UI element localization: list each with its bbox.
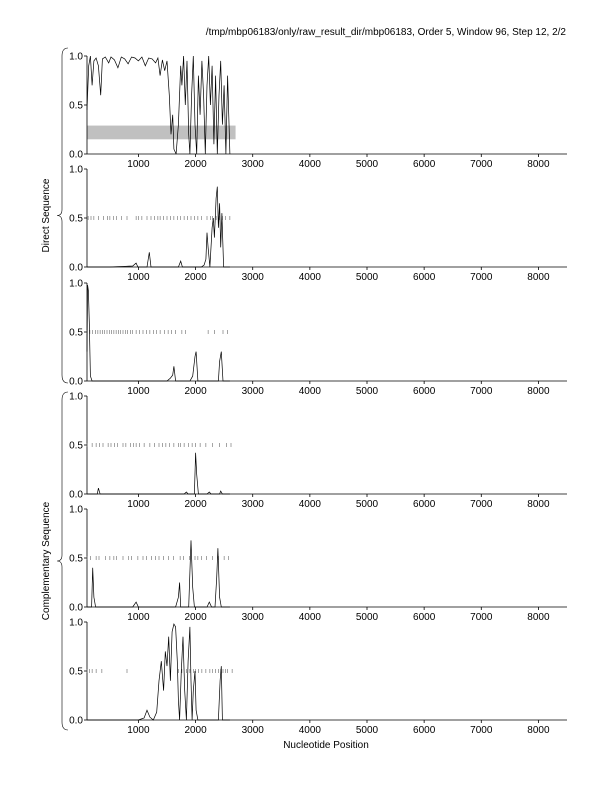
y-tick-label: 0.5: [69, 100, 83, 112]
x-tick-label: 5000: [355, 725, 379, 736]
x-tick-label: 6000: [413, 386, 436, 397]
y-tick-label: 1.0: [69, 164, 83, 176]
y-tick-label: 1.0: [69, 391, 83, 403]
x-tick-label: 4000: [298, 725, 321, 736]
x-tick-label: 2000: [184, 159, 207, 170]
y-tick-label: 0.0: [69, 262, 83, 274]
x-tick-label: 2000: [184, 272, 207, 283]
x-tick-label: 3000: [241, 386, 264, 397]
x-tick-label: 1000: [127, 386, 150, 397]
x-tick-label: 1000: [127, 612, 150, 623]
y-tick-label: 0.5: [69, 666, 83, 678]
series-line: [87, 285, 230, 381]
panel-4: [69, 392, 567, 511]
y-tick-label: 1.0: [69, 617, 83, 629]
x-axis-title: Nucleotide Position: [283, 740, 369, 751]
y-tick-label: 1.0: [69, 278, 83, 290]
complementary-sequence-label: Complementary Sequence: [41, 501, 52, 621]
y-tick-label: 1.0: [69, 504, 83, 516]
complementary-sequence-brace: [57, 392, 68, 730]
x-tick-label: 5000: [355, 386, 379, 397]
panel-5: [69, 505, 567, 624]
series-line: [87, 624, 230, 720]
y-tick-label: 0.0: [69, 149, 83, 161]
x-tick-label: 4000: [298, 159, 321, 170]
y-tick-label: 1.0: [69, 51, 83, 63]
x-tick-label: 8000: [527, 499, 550, 510]
group-braces: [41, 48, 68, 730]
x-tick-label: 7000: [470, 159, 493, 170]
panel-1: [69, 52, 567, 171]
x-tick-label: 4000: [298, 499, 321, 510]
x-tick-label: 6000: [413, 159, 436, 170]
x-tick-label: 7000: [470, 725, 493, 736]
x-tick-label: 3000: [241, 725, 264, 736]
y-tick-label: 0.0: [69, 602, 83, 614]
x-tick-label: 6000: [413, 272, 436, 283]
figure-title: /tmp/mbp06183/only/raw_result_dir/mbp06183, Order 5, Window 96, Step 12, 2/2: [205, 27, 566, 38]
x-tick-label: 2000: [184, 386, 207, 397]
x-tick-label: 1000: [127, 499, 150, 510]
x-tick-label: 3000: [241, 612, 264, 623]
x-tick-label: 7000: [470, 499, 493, 510]
x-tick-label: 8000: [527, 159, 550, 170]
series-line: [87, 187, 230, 267]
x-tick-label: 5000: [355, 272, 379, 283]
x-tick-label: 5000: [355, 499, 379, 510]
x-tick-label: 8000: [527, 386, 550, 397]
x-tick-label: 6000: [413, 725, 436, 736]
x-tick-label: 5000: [355, 612, 379, 623]
y-tick-label: 0.5: [69, 440, 83, 452]
series-line: [87, 540, 230, 607]
panel-3: [69, 279, 567, 398]
y-tick-label: 0.5: [69, 327, 83, 339]
series-line: [87, 453, 230, 494]
x-tick-label: 6000: [413, 612, 436, 623]
x-tick-label: 1000: [127, 159, 150, 170]
panel-2: [69, 165, 567, 284]
x-tick-label: 2000: [184, 612, 207, 623]
x-tick-label: 4000: [298, 612, 321, 623]
x-tick-label: 3000: [241, 272, 264, 283]
x-tick-label: 2000: [184, 725, 207, 736]
x-tick-label: 7000: [470, 272, 493, 283]
x-tick-label: 4000: [298, 386, 321, 397]
x-tick-label: 6000: [413, 499, 436, 510]
x-tick-label: 7000: [470, 612, 493, 623]
x-tick-label: 3000: [241, 159, 264, 170]
panels: [69, 52, 567, 737]
y-tick-label: 0.5: [69, 553, 83, 565]
x-tick-label: 3000: [241, 499, 264, 510]
x-tick-label: 8000: [527, 612, 550, 623]
x-tick-label: 8000: [527, 725, 550, 736]
panel-6: [69, 618, 567, 737]
y-tick-label: 0.5: [69, 213, 83, 225]
x-tick-label: 7000: [470, 386, 493, 397]
y-tick-label: 0.0: [69, 376, 83, 388]
x-tick-label: 2000: [184, 499, 207, 510]
direct-sequence-brace: [57, 48, 68, 383]
x-tick-label: 5000: [355, 159, 379, 170]
y-tick-label: 0.0: [69, 715, 83, 727]
x-tick-label: 1000: [127, 725, 150, 736]
x-tick-label: 1000: [127, 272, 150, 283]
direct-sequence-label: Direct Sequence: [41, 178, 52, 253]
x-tick-label: 8000: [527, 272, 550, 283]
y-tick-label: 0.0: [69, 489, 83, 501]
x-tick-label: 4000: [298, 272, 321, 283]
